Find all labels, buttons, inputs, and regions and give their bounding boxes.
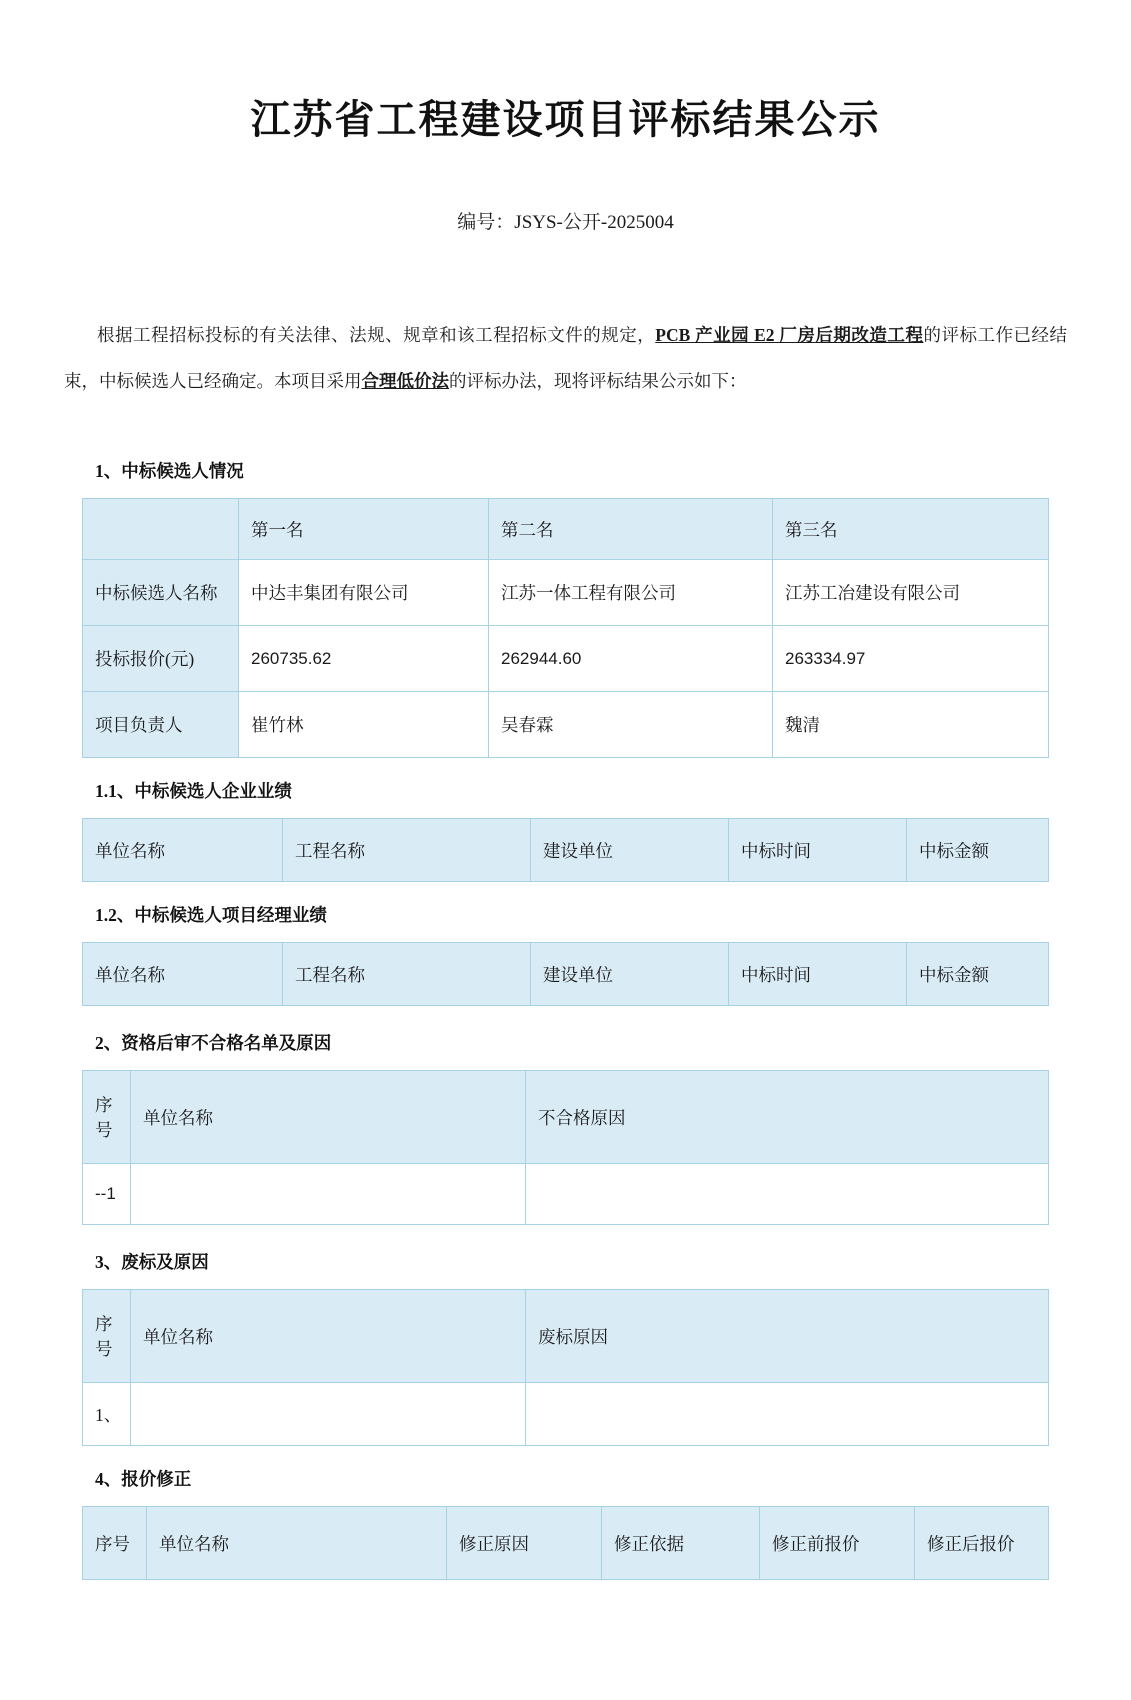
intro-mid: 的评标工作已经结束，中标候选人已经确定。本项目采用 [64,325,1068,391]
header-cell-award-amount: 中标金额 [907,943,1049,1006]
header-cell-award-time: 中标时间 [729,943,907,1006]
header-cell-price-before: 修正前报价 [760,1507,915,1580]
section-4-heading: 4、报价修正 [95,1469,192,1489]
table-row [83,1164,1049,1225]
table-header-row [83,1507,1049,1580]
intro-paragraph [64,312,1067,404]
reason-cell [526,1383,1049,1446]
candidate-1-name: 中达丰集团有限公司 [239,560,489,626]
header-cell-reject-reason: 废标原因 [526,1290,1049,1383]
header-cell-second-place: 第二名 [489,499,773,560]
header-cell-construction-unit: 建设单位 [531,943,729,1006]
header-cell-third-place: 第三名 [773,499,1049,560]
candidates-table [82,498,1049,758]
section-2-heading: 2、资格后审不合格名单及原因 [95,1033,332,1053]
header-cell-correction-basis: 修正依据 [602,1507,760,1580]
candidate-3-price: 263334.97 [773,626,1049,692]
candidate-2-manager: 吴春霖 [489,692,773,758]
candidate-2-price: 262944.60 [489,626,773,692]
evaluation-method: 合理低价法 [361,371,449,391]
intro-tail: 的评标办法，现将评标结果公示如下： [449,371,747,391]
header-cell-award-time: 中标时间 [729,819,907,882]
section-1-2-heading: 1.2、中标候选人项目经理业绩 [95,905,327,925]
header-cell-unit-name: 单位名称 [131,1290,526,1383]
candidate-2-name: 江苏一体工程有限公司 [489,560,773,626]
table-row-project-manager [83,692,1049,758]
table-header-row [83,1071,1049,1164]
header-cell-first-place: 第一名 [239,499,489,560]
header-cell-award-amount: 中标金额 [907,819,1049,882]
unit-name-cell [131,1383,526,1446]
candidate-3-name: 江苏工冶建设有限公司 [773,560,1049,626]
table-header-row [83,499,1049,560]
price-correction-table [82,1506,1049,1580]
unit-name-cell [131,1164,526,1225]
table-header-row [83,943,1049,1006]
row-label: 中标候选人名称 [83,560,239,626]
page-title: 江苏省工程建设项目评标结果公示 [250,97,881,142]
header-cell-unit-name: 单位名称 [131,1071,526,1164]
header-cell-unit-name: 单位名称 [83,943,283,1006]
section-1-heading: 1、中标候选人情况 [95,461,244,481]
header-cell-price-after: 修正后报价 [915,1507,1049,1580]
manager-performance-table [82,942,1049,1006]
header-cell-correction-reason: 修正原因 [447,1507,602,1580]
candidate-1-manager: 崔竹林 [239,692,489,758]
candidate-1-price: 260735.62 [239,626,489,692]
project-name: PCB 产业园 E2 厂房后期改造工程 [655,325,924,345]
candidate-3-manager: 魏清 [773,692,1049,758]
table-header-row [83,1290,1049,1383]
section-3-heading: 3、废标及原因 [95,1252,209,1272]
table-row [83,1383,1049,1446]
row-label: 投标报价(元) [83,626,239,692]
header-cell-serial-number: 序号 [83,1507,147,1580]
serial-number-cell: 1、 [83,1383,131,1446]
header-cell-project-name: 工程名称 [283,819,531,882]
company-performance-table [82,818,1049,882]
table-row-bid-price [83,626,1049,692]
intro-lead: 根据工程招标投标的有关法律、法规、规章和该工程招标文件的规定， [97,325,656,345]
section-1-1-heading: 1.1、中标候选人企业业绩 [95,781,292,801]
row-label: 项目负责人 [83,692,239,758]
rejected-bids-table [82,1289,1049,1446]
reason-cell [526,1164,1049,1225]
header-cell-construction-unit: 建设单位 [531,819,729,882]
document-number: 编号：JSYS-公开-2025004 [457,212,674,233]
disqualified-table [82,1070,1049,1225]
header-cell-serial-number: 序号 [83,1290,131,1383]
header-cell-unit-name: 单位名称 [83,819,283,882]
header-cell-serial-number: 序号 [83,1071,131,1164]
header-cell-disqualify-reason: 不合格原因 [526,1071,1049,1164]
table-header-row [83,819,1049,882]
header-cell-blank [83,499,239,560]
serial-number-cell: --1 [83,1164,131,1225]
header-cell-project-name: 工程名称 [283,943,531,1006]
table-row-candidate-name [83,560,1049,626]
header-cell-unit-name: 单位名称 [147,1507,447,1580]
